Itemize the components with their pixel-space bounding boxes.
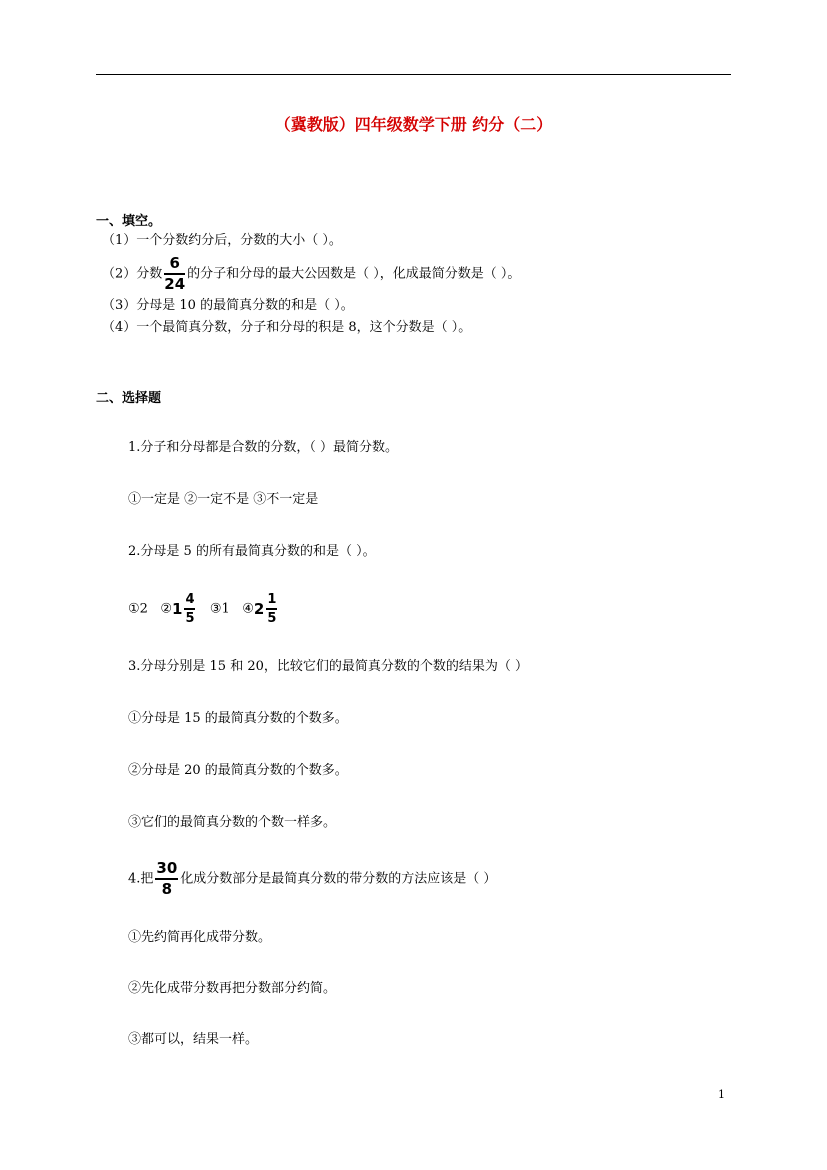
choice-q2-options [128, 593, 279, 625]
choice-q4 [128, 861, 496, 897]
page-title: （冀教版）四年级数学下册 约分（二） [274, 115, 553, 134]
choice-q4-opt3: ③都可以，结果一样。 [128, 1032, 259, 1047]
fraction-6-24 [164, 256, 185, 292]
fraction-30-8 [155, 861, 178, 897]
fraction-denominator: 8 [161, 880, 173, 898]
fraction-numerator: 4 [184, 593, 195, 610]
fraction-denominator: 5 [267, 611, 277, 626]
choice-q4-before: 4.把 [128, 871, 154, 887]
choice-q2-opt4-label: ④ [242, 601, 254, 617]
choice-q4-after: 化成分数部分是最简真分数的带分数的方法应该是（ ） [180, 871, 497, 887]
choice-q3: 3.分母分别是 15 和 20，比较它们的最简真分数的个数的结果为（ ） [128, 659, 529, 674]
choice-q2-opt3: ③1 [209, 601, 230, 617]
choice-q3-opt1: ①分母是 15 的最简真分数的个数多。 [128, 711, 348, 726]
fill-blank-q2-before: （2）分数 [102, 266, 163, 282]
fraction-denominator: 5 [185, 611, 195, 626]
choice-q3-opt2: ②分母是 20 的最简真分数的个数多。 [128, 763, 348, 778]
choice-q2-opt1: ①2 [128, 601, 148, 617]
fraction-4-5 [184, 593, 195, 625]
choice-q1: 1.分子和分母都是合数的分数，（ ）最简分数。 [128, 440, 399, 455]
choice-q4-opt1: ①先约简再化成带分数。 [128, 930, 272, 945]
page-number: 1 [718, 1088, 725, 1101]
choice-q2-opt2-label: ② [160, 601, 172, 617]
mixed-number-whole: 2 [253, 600, 265, 618]
fraction-1-5 [266, 593, 277, 625]
section-choice-heading: 二、选择题 [96, 391, 162, 406]
fill-blank-q3: （3）分母是 10 的最简真分数的和是（ ）。 [102, 298, 354, 313]
choice-q4-opt2: ②先化成带分数再把分数部分约简。 [128, 981, 337, 996]
fill-blank-q4: （4）一个最简真分数，分子和分母的积是 8，这个分数是（ ）。 [102, 320, 472, 335]
header-rule [96, 74, 731, 75]
fraction-numerator: 1 [266, 593, 277, 610]
choice-q2: 2.分母是 5 的所有最简真分数的和是（ ）。 [128, 544, 376, 559]
section-fill-blank-heading: 一、填空。 [96, 214, 162, 229]
fraction-numerator: 30 [155, 861, 178, 880]
fraction-denominator: 24 [164, 275, 186, 293]
fill-blank-q2-after: 的分子和分母的最大公因数是（ ），化成最简分数是（ ）。 [187, 266, 521, 282]
fill-blank-q1: （1）一个分数约分后，分数的大小（ ）。 [102, 233, 342, 248]
choice-q1-options: ①一定是 ②一定不是 ③不一定是 [128, 492, 319, 507]
fill-blank-q2 [102, 256, 520, 292]
fraction-numerator: 6 [164, 256, 185, 275]
choice-q3-opt3: ③它们的最简真分数的个数一样多。 [128, 815, 337, 830]
mixed-number-whole: 1 [172, 600, 183, 618]
